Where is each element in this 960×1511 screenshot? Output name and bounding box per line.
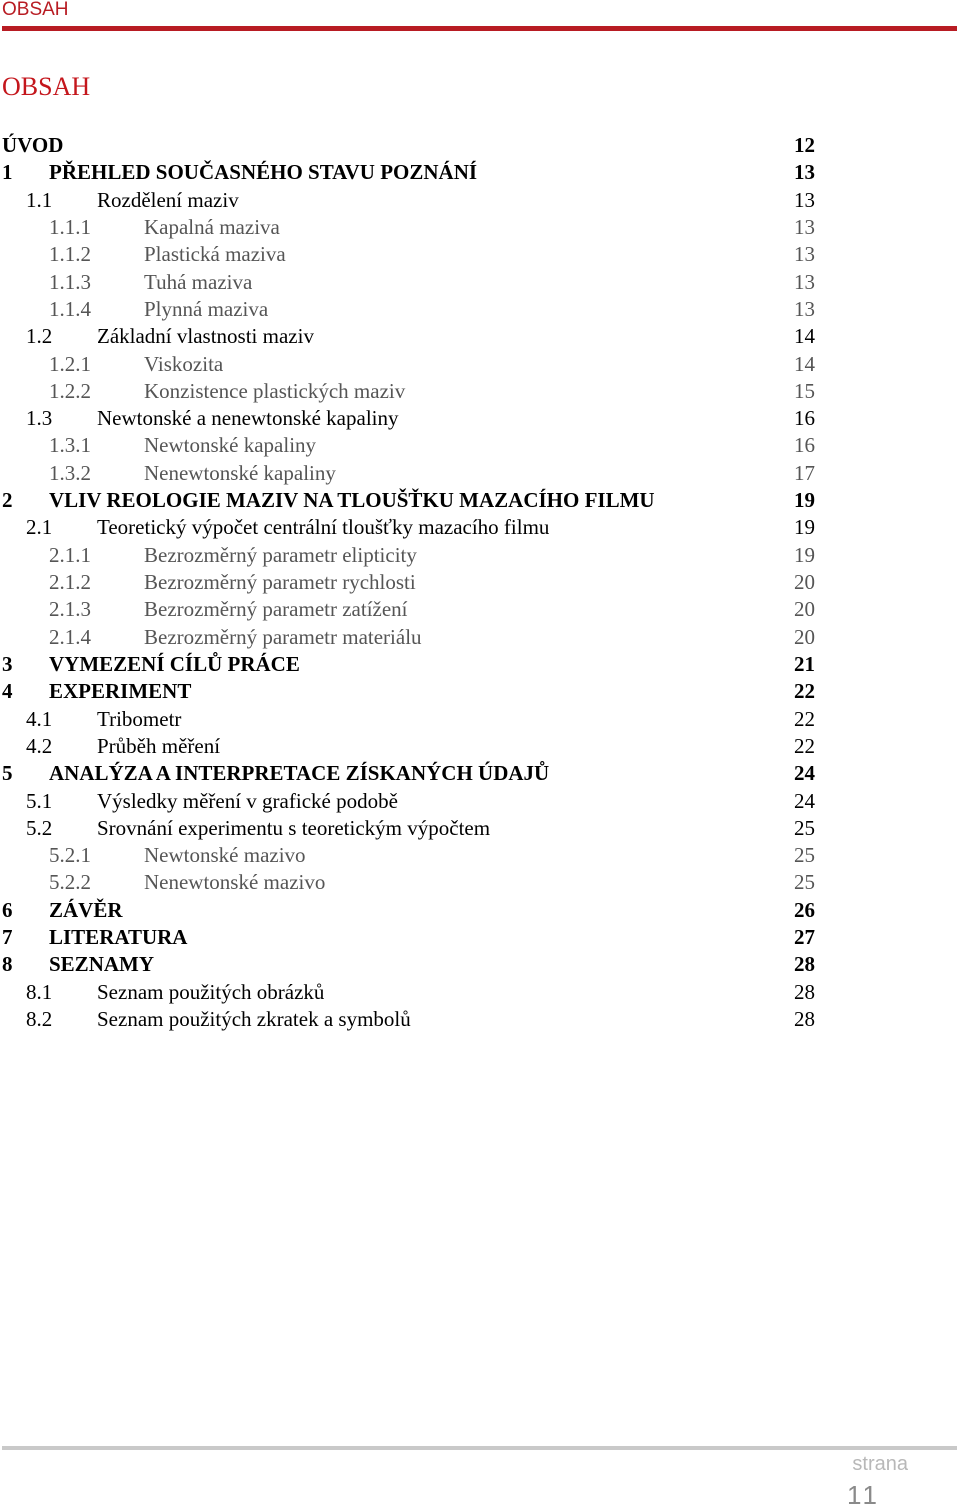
toc-entry[interactable] xyxy=(0,132,960,159)
toc-entry-title: Tuhá maziva xyxy=(144,269,253,294)
toc-entry-page: 19 xyxy=(794,542,815,567)
toc-entry-number: 1.2.2 xyxy=(49,378,91,403)
toc-entry-number: 4.1 xyxy=(26,706,53,731)
toc-entry-number: 1.2.1 xyxy=(49,351,91,376)
toc-entry-page: 28 xyxy=(794,979,815,1004)
toc-entry-number: 1.3 xyxy=(26,406,53,431)
toc-entry[interactable] xyxy=(0,1006,960,1033)
toc-entry-title: Bezrozměrný parametr elipticity xyxy=(144,542,417,567)
toc-entry-number: 1.1.1 xyxy=(49,214,91,239)
toc-entry[interactable] xyxy=(0,760,960,787)
toc-entry-page: 28 xyxy=(794,952,815,977)
toc-entry-number: 1.1.4 xyxy=(49,296,91,321)
toc-entry-number: 2.1.1 xyxy=(49,542,91,567)
toc-entry[interactable] xyxy=(0,187,960,214)
toc-entry-page: 25 xyxy=(794,815,815,840)
toc-entry-page: 13 xyxy=(794,160,815,185)
toc-entry-number: 1.3.1 xyxy=(49,433,91,458)
toc-entry-title: Seznam použitých obrázků xyxy=(97,979,325,1004)
toc-entry-number: 1.3.2 xyxy=(49,460,91,485)
toc-entry-page: 26 xyxy=(794,897,815,922)
toc-entry-title: Teoretický výpočet centrální tloušťky mazacího filmu xyxy=(97,515,550,540)
toc-entry-page: 20 xyxy=(794,570,815,594)
toc-entry-number: 2.1.3 xyxy=(49,597,91,622)
footer-page-number: 11 xyxy=(847,1480,880,1510)
toc-entry[interactable] xyxy=(0,460,960,487)
toc-entry-title: LITERATURA xyxy=(49,925,188,950)
footer-page-label: strana xyxy=(852,1453,908,1475)
toc-entry-title: Newtonské kapaliny xyxy=(144,433,317,458)
toc-entry[interactable] xyxy=(0,378,960,405)
toc-entry-title: Tribometr xyxy=(97,706,182,731)
toc-entry[interactable] xyxy=(0,897,960,924)
toc-entry[interactable] xyxy=(0,432,960,459)
toc-entry-number: 4 xyxy=(2,679,13,704)
toc-entry-title: Výsledky měření v grafické podobě xyxy=(97,788,398,813)
toc-entry-number: 6 xyxy=(2,897,13,922)
toc-entry-title: PŘEHLED SOUČASNÉHO STAVU POZNÁNÍ xyxy=(49,160,478,185)
toc-entry-page: 24 xyxy=(794,788,815,813)
toc-entry-title: Bezrozměrný parametr rychlosti xyxy=(144,570,416,594)
toc-entry-number: 5.2.2 xyxy=(49,870,91,895)
toc-entry-title: Kapalná maziva xyxy=(144,214,280,239)
toc-entry[interactable] xyxy=(0,351,960,378)
toc-entry[interactable] xyxy=(0,296,960,323)
toc-entry-number: 2.1.4 xyxy=(49,624,91,649)
toc-entry[interactable] xyxy=(0,542,960,569)
toc-entry-title: Plastická maziva xyxy=(144,242,286,267)
toc-entry[interactable] xyxy=(0,624,960,651)
toc-entry-page: 19 xyxy=(794,515,815,540)
toc-entry[interactable] xyxy=(0,569,960,596)
toc-entry-page: 19 xyxy=(794,488,815,513)
toc-entry-page: 20 xyxy=(794,597,815,622)
toc-entry-number: 8.2 xyxy=(26,1007,53,1031)
toc-entry-title: SEZNAMY xyxy=(49,952,155,977)
toc-entry-page: 21 xyxy=(794,651,815,676)
toc-entry-page: 25 xyxy=(794,870,815,895)
toc-entry-title: Newtonské mazivo xyxy=(144,843,306,868)
toc-entry-title: Srovnání experimentu s teoretickým výpočtem xyxy=(97,815,491,840)
toc-entry-title: Průběh měření xyxy=(97,733,221,758)
toc-entry[interactable] xyxy=(0,951,960,978)
toc-entry-page: 27 xyxy=(794,925,815,950)
toc-entry-number: ÚVOD xyxy=(2,133,64,157)
toc-entry-number: 8 xyxy=(2,952,13,977)
toc-entry-number: 5.1 xyxy=(26,788,53,813)
toc-entry-title: Bezrozměrný parametr zatížení xyxy=(144,597,408,622)
toc-entry-title: Newtonské a nenewtonské kapaliny xyxy=(97,406,399,431)
toc-entry-number: 1.1 xyxy=(26,187,53,212)
toc-heading: OBSAH xyxy=(2,72,91,101)
toc-entry-title: Nenewtonské mazivo xyxy=(144,870,326,895)
toc-entry[interactable] xyxy=(0,269,960,296)
toc-entry-title: Základní vlastnosti maziv xyxy=(97,324,314,349)
toc-entry[interactable] xyxy=(0,241,960,268)
toc-entry-title: Rozdělení maziv xyxy=(97,187,239,212)
toc-entry-number: 2.1 xyxy=(26,515,53,540)
toc-entry-page: 24 xyxy=(794,761,815,786)
footer-divider xyxy=(2,1446,957,1450)
toc-entry-page: 12 xyxy=(794,133,815,157)
toc-entry[interactable] xyxy=(0,596,960,623)
toc-entry-number: 5.2.1 xyxy=(49,843,91,868)
toc-entry-number: 5 xyxy=(2,761,13,786)
toc-entry-number: 7 xyxy=(2,925,13,950)
toc-entry-number: 5.2 xyxy=(26,815,53,840)
toc-entry-title: Viskozita xyxy=(144,351,224,376)
toc-entry-number: 1.1.2 xyxy=(49,242,91,267)
toc-entry[interactable] xyxy=(0,788,960,815)
toc-entry-page: 13 xyxy=(794,269,815,294)
toc-entry[interactable] xyxy=(0,869,960,896)
toc-entry[interactable] xyxy=(0,815,960,842)
toc-entry[interactable] xyxy=(0,323,960,350)
toc-entry-page: 22 xyxy=(794,733,815,758)
toc-entry-title: ANALÝZA A INTERPRETACE ZÍSKANÝCH ÚDAJŮ xyxy=(49,761,550,786)
toc-entry-title: Plynná maziva xyxy=(144,296,269,321)
toc-entry-page: 13 xyxy=(794,187,815,212)
toc-entry[interactable] xyxy=(0,405,960,432)
toc-entry[interactable] xyxy=(0,514,960,541)
toc-entry-page: 22 xyxy=(794,706,815,731)
toc-entry-title: VLIV REOLOGIE MAZIV NA TLOUŠŤKU MAZACÍHO FILMU xyxy=(49,488,655,513)
toc-entry-title: ZÁVĚR xyxy=(49,897,123,922)
header-divider xyxy=(2,26,957,31)
toc-entry-page: 13 xyxy=(794,296,815,321)
toc-entry-title: Nenewtonské kapaliny xyxy=(144,460,336,485)
toc-entry[interactable] xyxy=(0,678,960,705)
toc-entry-number: 1.2 xyxy=(26,324,53,349)
toc-entry-title: EXPERIMENT xyxy=(49,679,192,704)
toc-entry-page: 22 xyxy=(794,679,815,704)
toc-entry-page: 13 xyxy=(794,242,815,267)
toc-entry-page: 20 xyxy=(794,624,815,649)
toc-entry-number: 1.1.3 xyxy=(49,269,91,294)
toc-entry-page: 25 xyxy=(794,843,815,868)
toc-entry-page: 17 xyxy=(794,460,815,485)
toc-entry-title: Bezrozměrný parametr materiálu xyxy=(144,624,422,649)
toc-entry[interactable] xyxy=(0,924,960,951)
toc-entry-page: 28 xyxy=(794,1007,815,1031)
toc-entry-number: 4.2 xyxy=(26,733,53,758)
toc-entry-number: 2.1.2 xyxy=(49,570,91,594)
toc-entry-title: Seznam použitých zkratek a symbolů xyxy=(97,1007,411,1031)
toc-entry-number: 8.1 xyxy=(26,979,53,1004)
table-of-contents xyxy=(0,132,960,1033)
running-header: OBSAH xyxy=(2,0,69,20)
toc-entry-page: 13 xyxy=(794,214,815,239)
toc-entry-page: 14 xyxy=(794,351,815,376)
toc-entry[interactable] xyxy=(0,733,960,760)
toc-entry[interactable] xyxy=(0,979,960,1006)
toc-entry-page: 16 xyxy=(794,433,815,458)
toc-entry-page: 15 xyxy=(794,378,815,403)
toc-entry[interactable] xyxy=(0,651,960,678)
toc-entry-number: 3 xyxy=(2,651,13,676)
toc-entry-number: 1 xyxy=(2,160,13,185)
toc-entry[interactable] xyxy=(0,214,960,241)
toc-entry-page: 14 xyxy=(794,324,815,349)
toc-entry-title: VYMEZENÍ CÍLŮ PRÁCE xyxy=(49,651,300,676)
toc-entry-title: Konzistence plastických maziv xyxy=(144,378,406,403)
toc-entry-number: 2 xyxy=(2,488,13,513)
toc-entry[interactable] xyxy=(0,706,960,733)
toc-entry[interactable] xyxy=(0,159,960,186)
toc-entry[interactable] xyxy=(0,487,960,514)
toc-entry-page: 16 xyxy=(794,406,815,431)
toc-entry[interactable] xyxy=(0,842,960,869)
